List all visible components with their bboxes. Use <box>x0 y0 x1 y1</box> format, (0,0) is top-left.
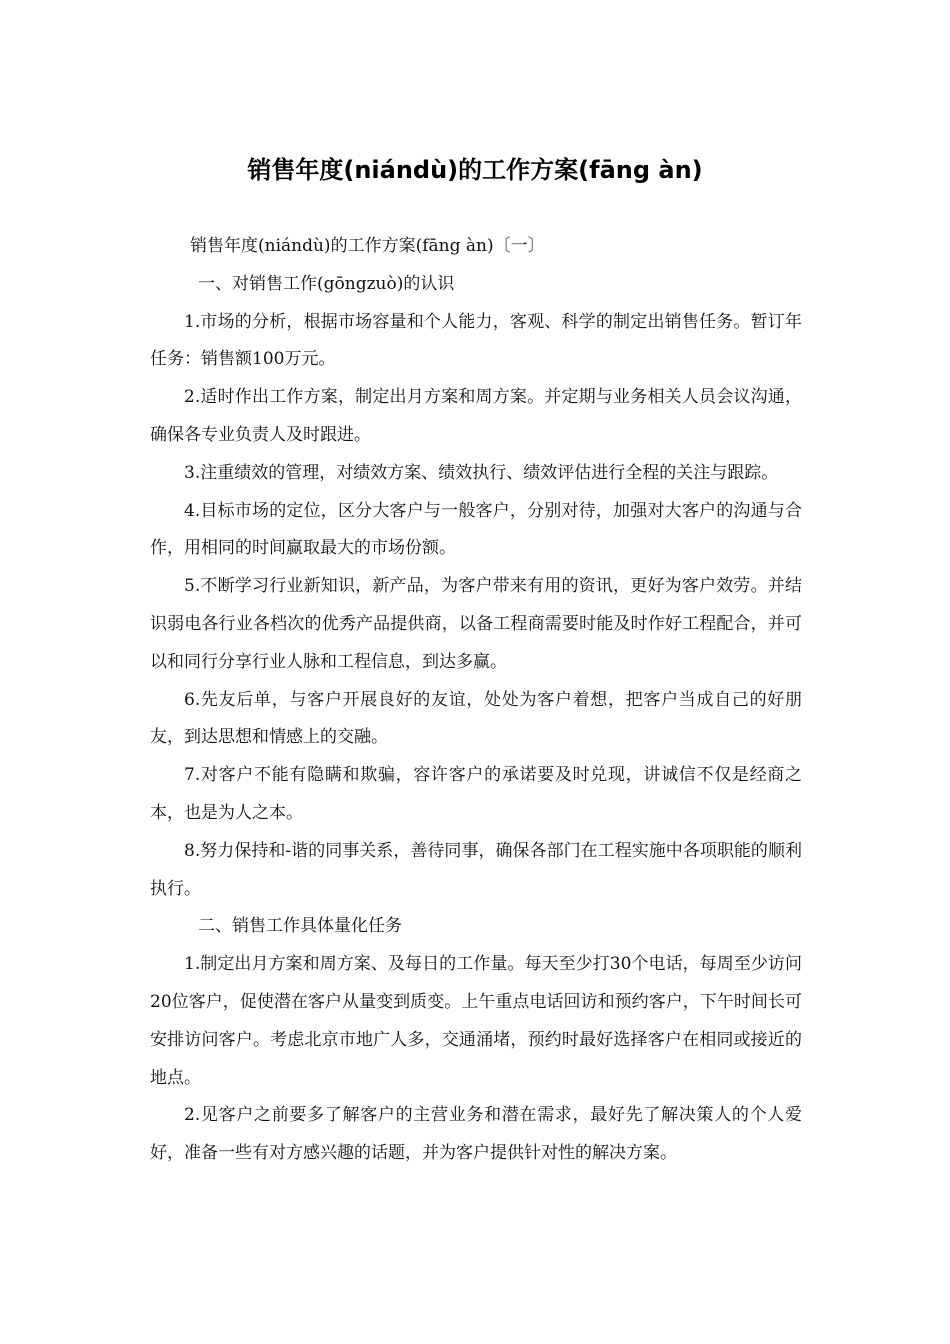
paragraph: 3.注重绩效的管理，对绩效方案、绩效执行、绩效评估进行全程的关注与跟踪。 <box>184 462 779 483</box>
paragraph: 2.见客户之前要多了解客户的主营业务和潜在需求，最好先了解决策人的个人爱好，准备一些有对方感兴趣的话题，并为客户提供针对性的解决方案。 <box>150 1105 802 1164</box>
paragraph: 1.制定出月方案和周方案、及每日的工作量。每天至少打30个电话，每周至少访问20位客户，促使潜在客户从量变到质变。上午重点电话回访和预约客户，下午时间长可安排访问客户。考虑北京市地广人多，交通涌堵，预约时最好选择客户在相同或接近的地点。 <box>150 954 802 1088</box>
paragraph: 1.市场的分析，根据市场容量和个人能力，客观、科学的制定出销售任务。暂订年任务：销售额100万元。 <box>150 311 802 370</box>
section-heading-2: 二、销售工作具体量化任务 <box>198 916 402 937</box>
paragraph: 6.先友后单，与客户开展良好的友谊，处处为客户着想，把客户当成自己的好朋友，到达思想和情感上的交融。 <box>150 689 802 748</box>
paragraph: 5.不断学习行业新知识，新产品，为客户带来有用的资讯，更好为客户效劳。并结识弱电各行业各档次的优秀产品提供商，以备工程商需要时能及时作好工程配合，并可以和同行分享行业人脉和工程信息，到达多赢。 <box>150 576 802 672</box>
paragraph: 4.目标市场的定位，区分大客户与一般客户，分别对待，加强对大客户的沟通与合作，用相同的时间赢取最大的市场份额。 <box>150 500 802 559</box>
section-heading-1: 一、对销售工作(gōngzuò)的认识 <box>198 273 455 294</box>
document-body <box>150 228 802 1173</box>
document-title: 销售年度(niándù)的工作方案(fāng àn) <box>247 156 703 184</box>
paragraph: 2.适时作出工作方案，制定出月方案和周方案。并定期与业务相关人员会议沟通，确保各专业负责人及时跟进。 <box>150 387 802 445</box>
paragraph: 7.对客户不能有隐瞒和欺骗，容许客户的承诺要及时兑现，讲诚信不仅是经商之本，也是为人之本。 <box>150 765 802 823</box>
document-subtitle: 销售年度(niándù)的工作方案(fāng àn)〔一〕 <box>190 236 545 256</box>
paragraph: 8.努力保持和-谐的同事关系，善待同事，确保各部门在工程实施中各项职能的顺利执行。 <box>150 840 802 899</box>
